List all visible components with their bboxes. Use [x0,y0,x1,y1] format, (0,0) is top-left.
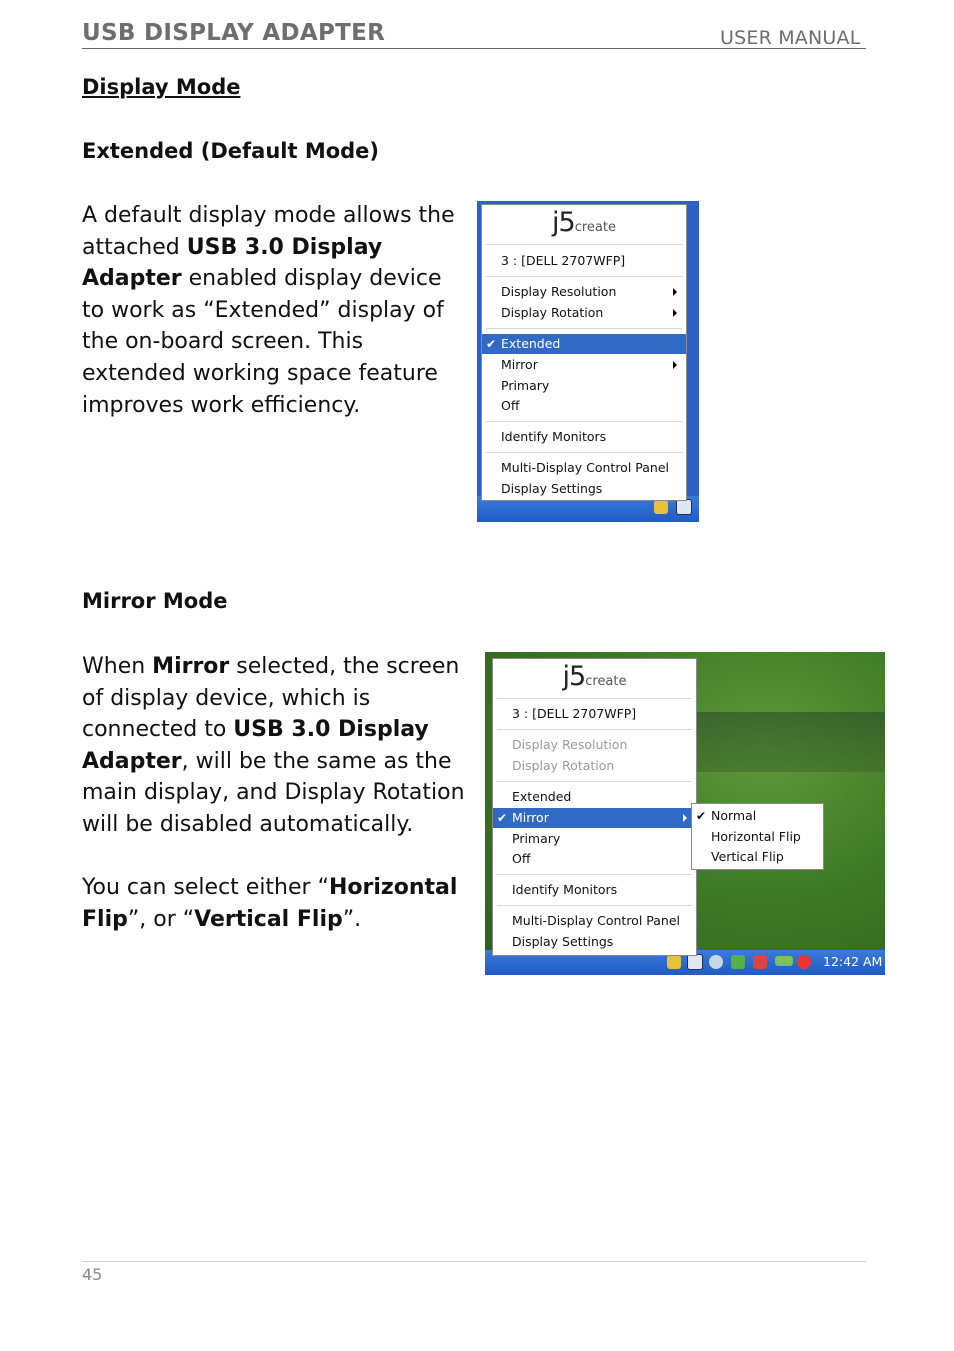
chevron-right-icon [683,814,687,822]
display-tray-icon [676,499,692,515]
checkmark-icon: ✔ [497,811,508,825]
menu-item-off[interactable]: Off [501,398,520,413]
j5create-logo: j5create [552,207,616,238]
checkmark-icon: ✔ [486,337,497,351]
flip-paragraph: You can select either “Horizontal Flip”, or “Vertical Flip”. [82,875,458,932]
mirror-heading: Mirror Mode [82,589,228,613]
context-menu [481,204,687,501]
manual-title: USB DISPLAY ADAPTER [82,20,386,46]
chevron-right-icon [673,288,677,296]
context-menu [492,658,697,956]
manual-label: USER MANUAL [720,27,861,49]
menu-item-primary[interactable]: Primary [512,831,561,846]
menu-item-display-settings[interactable]: Display Settings [512,934,614,949]
menu-item-extended[interactable]: ✔ Extended [482,334,686,354]
speaker-icon [753,955,767,969]
extended-menu-screenshot [477,201,699,522]
tray-icon [731,955,745,969]
menu-item-extended[interactable]: Extended [512,789,572,804]
menu-item-control-panel[interactable]: Multi-Display Control Panel [512,913,680,928]
tray-icon [667,955,681,969]
menu-item-primary[interactable]: Primary [501,378,550,393]
submenu-item-horizontal-flip[interactable]: Horizontal Flip [711,829,801,844]
menu-item-display-rotation[interactable]: Display Rotation [482,303,686,323]
extended-paragraph: A default display mode allows the attached USB 3.0 Display Adapter enabled display device to work as “Extended” display of the on-board screen. This extended working space feature improves work efficiency. [82,203,455,418]
security-icon [797,955,811,969]
menu-item-control-panel[interactable]: Multi-Display Control Panel [501,460,669,475]
menu-item-identify-monitors[interactable]: Identify Monitors [501,429,607,444]
chevron-right-icon [673,309,677,317]
menu-item-display-resolution[interactable]: Display Resolution [482,282,686,302]
menu-item-monitor[interactable]: 3 : [DELL 2707WFP] [512,706,637,721]
wallpaper-hill [685,712,885,772]
menu-item-monitor[interactable]: 3 : [DELL 2707WFP] [501,253,626,268]
menu-item-mirror[interactable]: ✔ Mirror [493,808,696,828]
chevron-right-icon [673,361,677,369]
header-rule [82,48,866,49]
menu-item-display-settings[interactable]: Display Settings [501,481,603,496]
menu-item-identify-monitors[interactable]: Identify Monitors [512,882,618,897]
checkmark-icon: ✔ [696,809,707,823]
mirror-submenu [691,803,824,870]
mirror-paragraph: When Mirror selected, the screen of display device, which is connected to USB 3.0 Display Adapter, will be the same as the main display, and Display Rotation will be disabled automatically. [82,654,465,837]
submenu-item-vertical-flip[interactable]: Vertical Flip [711,849,784,864]
menu-item-display-rotation: Display Rotation [512,758,615,773]
menu-item-display-resolution: Display Resolution [512,737,628,752]
j5create-logo: j5create [562,661,627,692]
footer-rule [82,1261,866,1262]
menu-item-mirror[interactable]: Mirror [482,355,686,375]
menu-item-off[interactable]: Off [512,851,531,866]
display-tray-icon [687,954,703,970]
mirror-menu-screenshot [485,652,885,975]
tray-icon [654,500,668,514]
tray-clock: 12:42 AM [823,954,883,969]
page-number: 45 [82,1265,103,1284]
tray-icon [709,955,723,969]
extended-heading: Extended (Default Mode) [82,139,380,163]
submenu-item-normal[interactable]: ✔ Normal [692,806,823,826]
network-icon [775,956,793,966]
section-title: Display Mode [82,75,241,99]
